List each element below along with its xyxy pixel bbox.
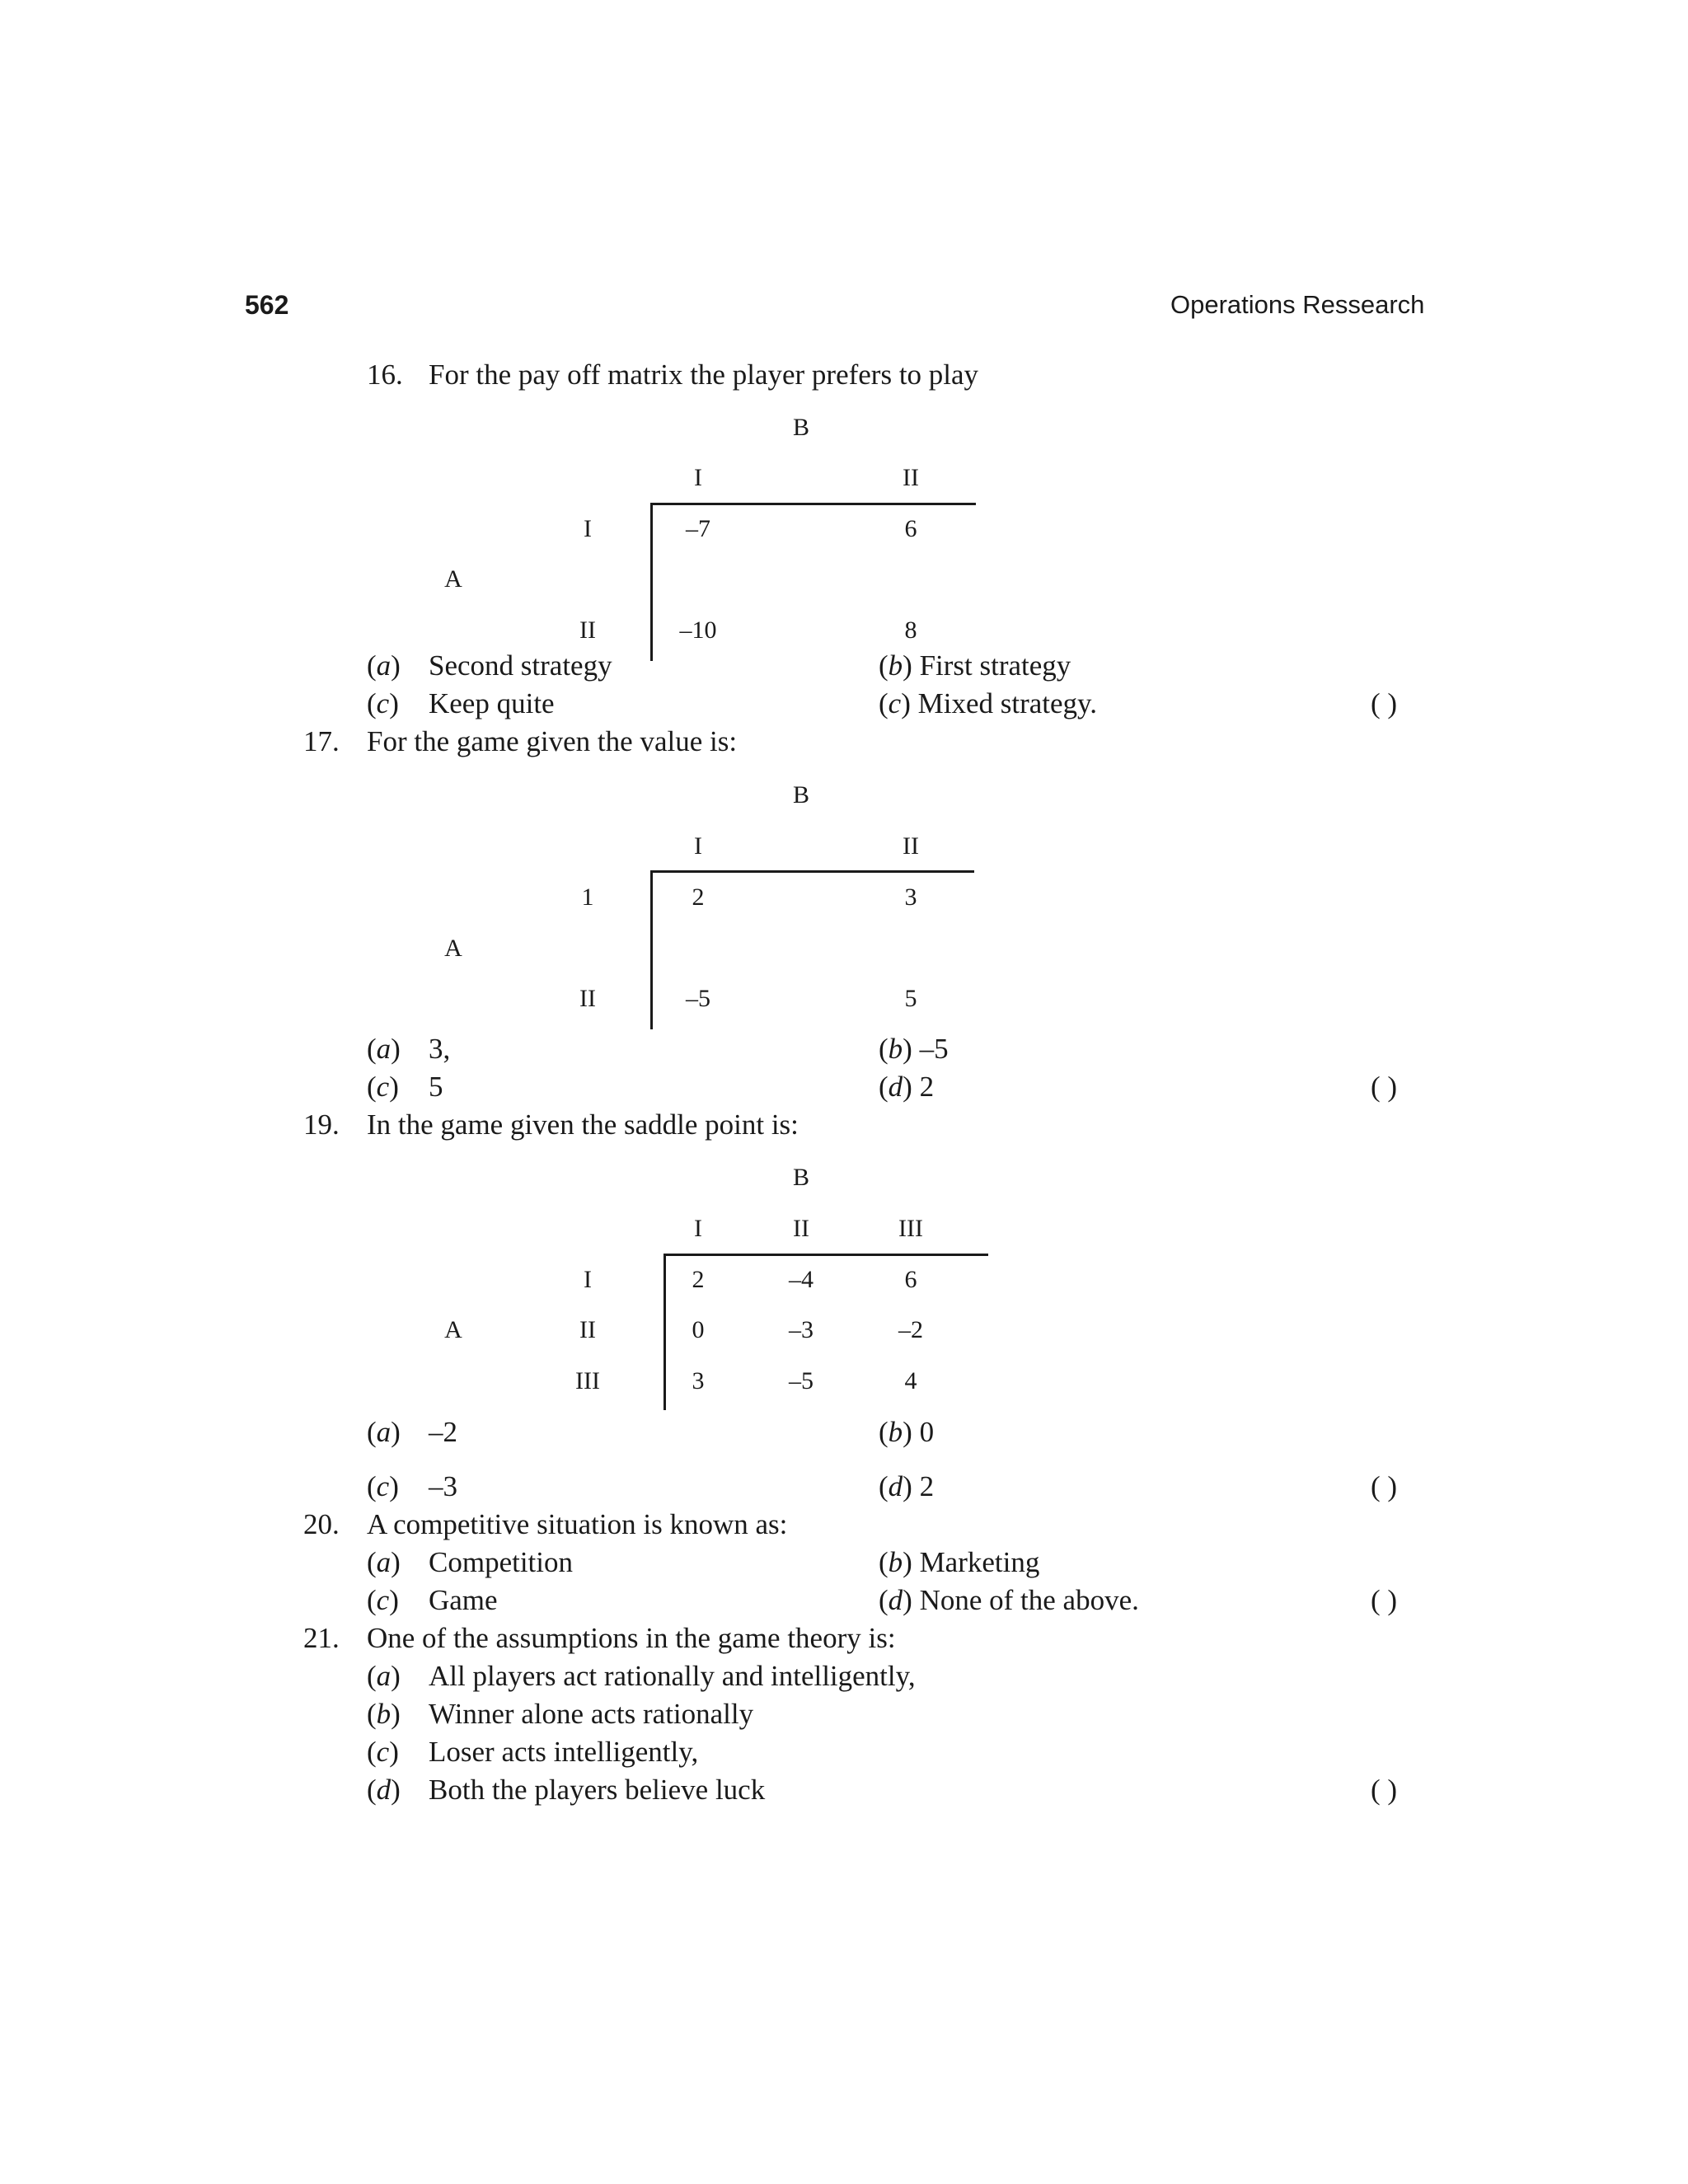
matrix-cell: 8 <box>904 616 917 644</box>
column-label: II <box>793 1215 809 1242</box>
question-text: One of the assumptions in the game theory is: <box>367 1622 896 1654</box>
option-b: (b) First strategy <box>879 649 1071 682</box>
matrix-top-border <box>663 1254 988 1256</box>
row-player-label: A <box>444 1316 462 1343</box>
option-c: (c) <box>367 1584 399 1616</box>
column-label: I <box>694 464 702 491</box>
matrix-cell: 5 <box>904 985 917 1012</box>
option-c: (c) <box>367 1736 399 1768</box>
running-title: Operations Ressearch <box>1170 290 1425 319</box>
option-a: (a) <box>367 1546 401 1578</box>
matrix-cell: 6 <box>904 515 917 542</box>
option-a-text: Competition <box>429 1546 573 1578</box>
column-player-label: B <box>792 781 809 808</box>
option-a: (a) <box>367 1416 401 1448</box>
question-number: 16. <box>367 359 403 391</box>
question-number: 17. <box>303 725 340 757</box>
question-text: A competitive situation is known as: <box>367 1508 788 1540</box>
option-d: (d) 2 <box>879 1470 935 1502</box>
column-player-label: B <box>792 414 809 441</box>
option-c: (c) <box>367 1470 399 1502</box>
matrix-cell: 2 <box>692 1266 705 1293</box>
answer-blank[interactable]: ( ) <box>1371 1584 1398 1616</box>
option-b: (b) <box>367 1698 401 1730</box>
matrix-cell: –10 <box>679 616 717 644</box>
option-b: (b) Marketing <box>879 1546 1040 1578</box>
matrix-top-border <box>650 503 976 505</box>
row-label: II <box>579 616 596 644</box>
matrix-left-border <box>650 870 653 1029</box>
option-a-text: 3, <box>429 1033 451 1065</box>
option-b: (b) 0 <box>879 1416 935 1448</box>
question-text: For the pay off matrix the player prefers to play <box>429 359 979 391</box>
matrix-cell: –2 <box>898 1316 923 1343</box>
option-a-text: –2 <box>429 1416 457 1448</box>
column-player-label: B <box>792 1164 809 1191</box>
option-a: (a) <box>367 1033 401 1065</box>
column-label: I <box>694 1215 702 1242</box>
question-number: 19. <box>303 1108 340 1141</box>
row-label: III <box>575 1367 600 1394</box>
option-b-text: Winner alone acts rationally <box>429 1698 754 1730</box>
answer-blank[interactable]: ( ) <box>1371 1774 1398 1806</box>
option-c-text: –3 <box>429 1470 457 1502</box>
row-player-label: A <box>444 565 462 593</box>
option-b: (b) –5 <box>879 1033 949 1065</box>
question-number: 21. <box>303 1622 340 1654</box>
option-d-text: Both the players believe luck <box>429 1774 766 1806</box>
answer-blank[interactable]: ( ) <box>1371 687 1398 719</box>
option-d: (c) Mixed strategy. <box>879 687 1098 719</box>
row-label: 1 <box>581 883 594 911</box>
row-player-label: A <box>444 935 462 962</box>
option-d: (d) 2 <box>879 1071 935 1103</box>
matrix-cell: 6 <box>904 1266 917 1293</box>
matrix-top-border <box>650 870 974 873</box>
option-a-text: Second strategy <box>429 649 612 682</box>
matrix-cell: –7 <box>686 515 710 542</box>
column-label: I <box>694 832 702 860</box>
matrix-cell: 4 <box>904 1367 917 1394</box>
option-c-text: 5 <box>429 1071 443 1103</box>
column-label: II <box>903 464 919 491</box>
option-d: (d) None of the above. <box>879 1584 1139 1616</box>
option-c-text: Keep quite <box>429 687 555 719</box>
question-text: In the game given the saddle point is: <box>367 1108 799 1141</box>
matrix-cell: –5 <box>789 1367 814 1394</box>
option-c: (c) <box>367 1071 399 1103</box>
answer-blank[interactable]: ( ) <box>1371 1470 1398 1502</box>
matrix-cell: –5 <box>686 985 710 1012</box>
row-label: I <box>584 515 592 542</box>
matrix-left-border <box>650 503 653 661</box>
question-text: For the game given the value is: <box>367 725 738 757</box>
matrix-cell: 0 <box>692 1316 705 1343</box>
option-c-text: Game <box>429 1584 498 1616</box>
option-c: (c) <box>367 687 399 719</box>
option-c-text: Loser acts intelligently, <box>429 1736 699 1768</box>
matrix-cell: –4 <box>789 1266 814 1293</box>
matrix-cell: 3 <box>904 883 917 911</box>
column-label: II <box>903 832 919 860</box>
matrix-cell: 3 <box>692 1367 705 1394</box>
question-number: 20. <box>303 1508 340 1540</box>
column-label: III <box>898 1215 923 1242</box>
row-label: II <box>579 1316 596 1343</box>
page-number: 562 <box>245 290 289 320</box>
matrix-cell: –3 <box>789 1316 814 1343</box>
option-a-text: All players act rationally and intelligently, <box>429 1660 916 1692</box>
option-d: (d) <box>367 1774 401 1806</box>
row-label: I <box>584 1266 592 1293</box>
option-a: (a) <box>367 649 401 682</box>
row-label: II <box>579 985 596 1012</box>
answer-blank[interactable]: ( ) <box>1371 1071 1398 1103</box>
matrix-cell: 2 <box>692 883 705 911</box>
option-a: (a) <box>367 1660 401 1692</box>
